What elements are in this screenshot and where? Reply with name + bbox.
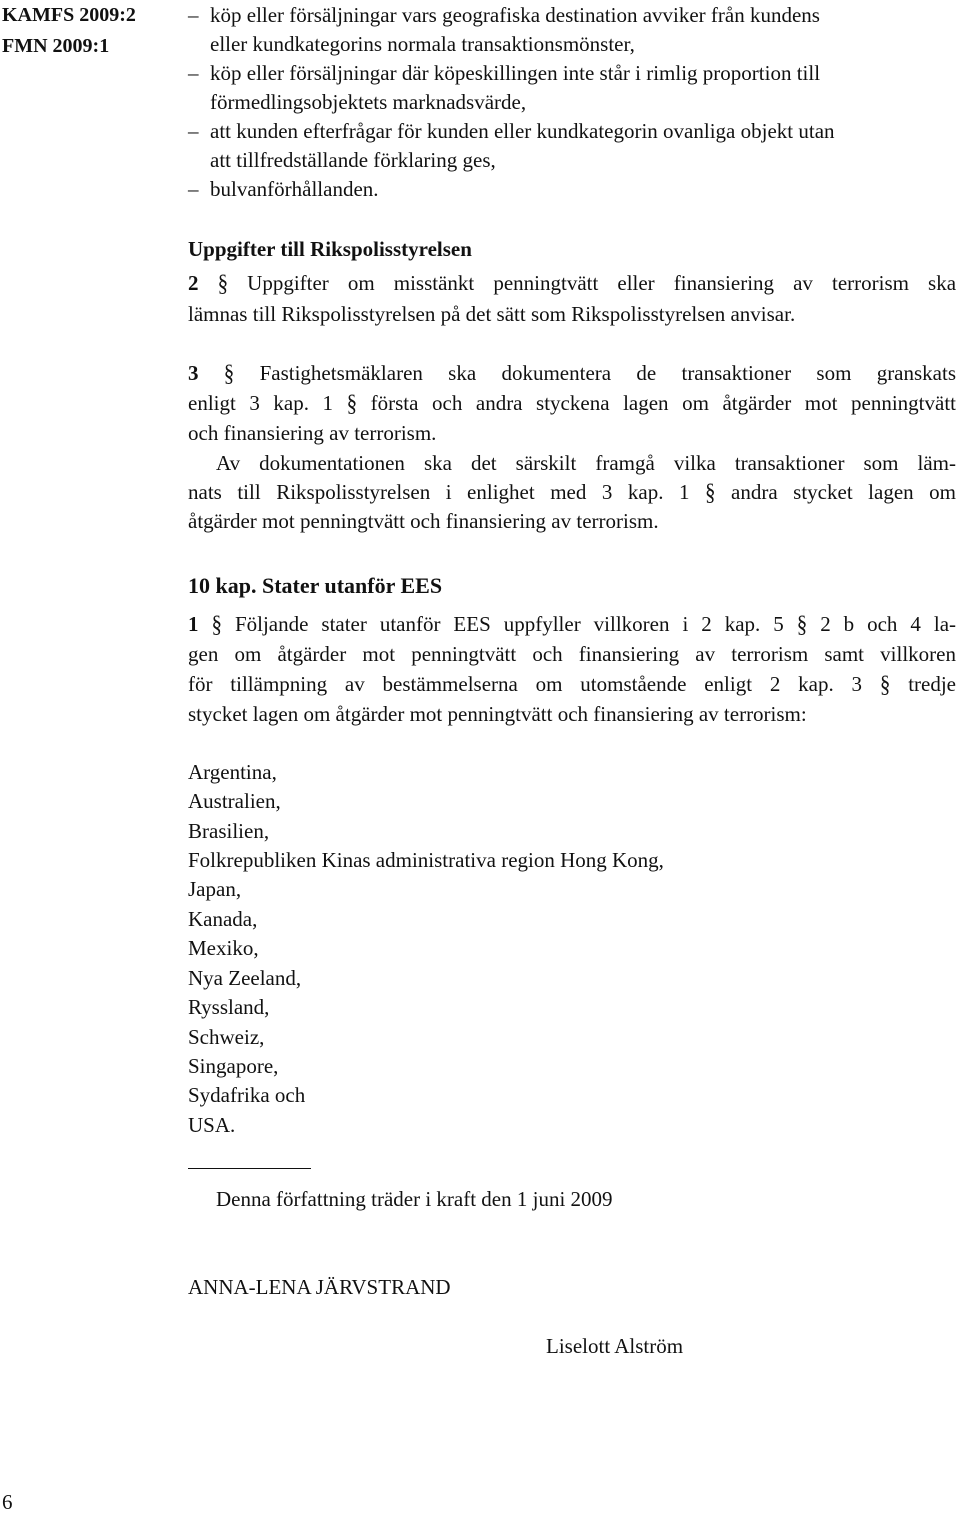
paragraph-3-line bbox=[188, 478, 956, 507]
state-list-item: Japan, bbox=[188, 877, 242, 901]
paragraph-text: Fastighetsmäklaren ska dokumentera de transaktioner som granskats bbox=[259, 361, 957, 385]
paragraph-text: för tillämpning av bestämmelserna om utomstående enligt 2 kap. 3 bbox=[188, 672, 863, 696]
state-list-item: Schweiz, bbox=[188, 1025, 265, 1049]
dash-item-line: att tillfredställande förklaring ges, bbox=[210, 148, 496, 172]
document-code-kamfs: KAMFS 2009:2 bbox=[2, 4, 136, 26]
state-list-item: Nya Zeeland, bbox=[188, 966, 302, 990]
state-list-item: Sydafrika och bbox=[188, 1083, 306, 1107]
paragraph-3-line bbox=[188, 389, 956, 418]
paragraph-3-line: Av dokumentationen ska det särskilt framgå vilka transaktioner som läm- bbox=[216, 451, 956, 475]
dash-bullet: – bbox=[188, 177, 199, 201]
paragraph-3-line bbox=[188, 359, 956, 388]
paragraph-1-line bbox=[188, 670, 956, 699]
dash-bullet: – bbox=[188, 3, 199, 27]
paragraph-3-line: åtgärder mot penningtvätt och finansiering av terrorism. bbox=[188, 509, 659, 533]
effective-date-statement: Denna författning träder i kraft den 1 juni 2009 bbox=[216, 1187, 613, 1211]
paragraph-text: enligt 3 kap. 1 bbox=[188, 391, 334, 415]
dash-item-line: eller kundkategorins normala transaktionsmönster, bbox=[210, 32, 635, 56]
paragraph-text: första och andra styckena lagen om åtgärder mot penningtvätt bbox=[370, 391, 956, 415]
paragraph-1-line: gen om åtgärder mot penningtvätt och finansiering av terrorism samt villkoren bbox=[188, 642, 956, 666]
section-symbol: § bbox=[705, 478, 716, 506]
page-number: 6 bbox=[2, 1490, 13, 1514]
dash-bullet: – bbox=[188, 119, 199, 143]
state-list-item: Singapore, bbox=[188, 1054, 279, 1078]
dash-item-line: köp eller försäljningar vars geografiska destination avviker från kundens bbox=[210, 3, 820, 27]
state-list-item: Argentina, bbox=[188, 760, 277, 784]
dash-item-line: köp eller försäljningar där köpeskillingen inte står i rimlig proportion till bbox=[210, 61, 821, 85]
paragraph-2-line bbox=[188, 269, 956, 298]
section-symbol: § bbox=[796, 610, 808, 638]
chapter-heading: 10 kap. Stater utanför EES bbox=[188, 573, 443, 598]
dash-item-line: att kunden efterfrågar för kunden eller kundkategorin ovanliga objekt utan bbox=[210, 119, 835, 143]
state-list-item: USA. bbox=[188, 1113, 236, 1137]
paragraph-text: Uppgifter om misstänkt penningtvätt eller finansiering av terrorism ska bbox=[247, 271, 957, 295]
section-symbol: § bbox=[346, 389, 358, 417]
state-list-item: Folkrepubliken Kinas administrativa region Hong Kong, bbox=[188, 848, 664, 872]
signatory-primary: ANNA-LENA JÄRVSTRAND bbox=[188, 1275, 451, 1299]
paragraph-text: 2 b och 4 la- bbox=[820, 612, 957, 636]
section-symbol: § bbox=[211, 610, 222, 638]
dash-bullet: – bbox=[188, 61, 199, 85]
paragraph-text: Följande stater utanför EES uppfyller villkoren i 2 kap. 5 bbox=[234, 612, 784, 636]
paragraph-3-line: och finansiering av terrorism. bbox=[188, 421, 437, 445]
paragraph-text: andra stycket lagen om bbox=[731, 480, 957, 504]
paragraph-number: 3 bbox=[188, 361, 199, 385]
paragraph-text: nats till Rikspolisstyrelsen i enlighet med 3 kap. 1 bbox=[188, 480, 690, 504]
dash-item-line: förmedlingsobjektets marknadsvärde, bbox=[210, 90, 527, 114]
document-code-fmn: FMN 2009:1 bbox=[2, 35, 110, 57]
signatory-secondary: Liselott Alström bbox=[546, 1334, 684, 1358]
paragraph-1-line bbox=[188, 610, 956, 639]
paragraph-2-line: lämnas till Rikspolisstyrelsen på det sätt som Rikspolisstyrelsen anvisar. bbox=[188, 302, 796, 326]
paragraph-1-line: stycket lagen om åtgärder mot penningtvätt och finansiering av terrorism: bbox=[188, 702, 807, 726]
section-heading-rikspolis: Uppgifter till Rikspolisstyrelsen bbox=[188, 237, 472, 261]
paragraph-number: 1 bbox=[188, 612, 199, 636]
separator-rule bbox=[188, 1168, 311, 1169]
section-symbol: § bbox=[879, 670, 891, 698]
state-list-item: Kanada, bbox=[188, 907, 258, 931]
state-list-item: Australien, bbox=[188, 789, 281, 813]
state-list-item: Brasilien, bbox=[188, 819, 270, 843]
state-list-item: Ryssland, bbox=[188, 995, 270, 1019]
state-list-item: Mexiko, bbox=[188, 936, 259, 960]
section-symbol: § bbox=[223, 359, 235, 387]
paragraph-text: tredje bbox=[908, 672, 956, 696]
paragraph-number: 2 bbox=[188, 271, 199, 295]
section-symbol: § bbox=[217, 269, 229, 297]
dash-item-line: bulvanförhållanden. bbox=[210, 177, 379, 201]
